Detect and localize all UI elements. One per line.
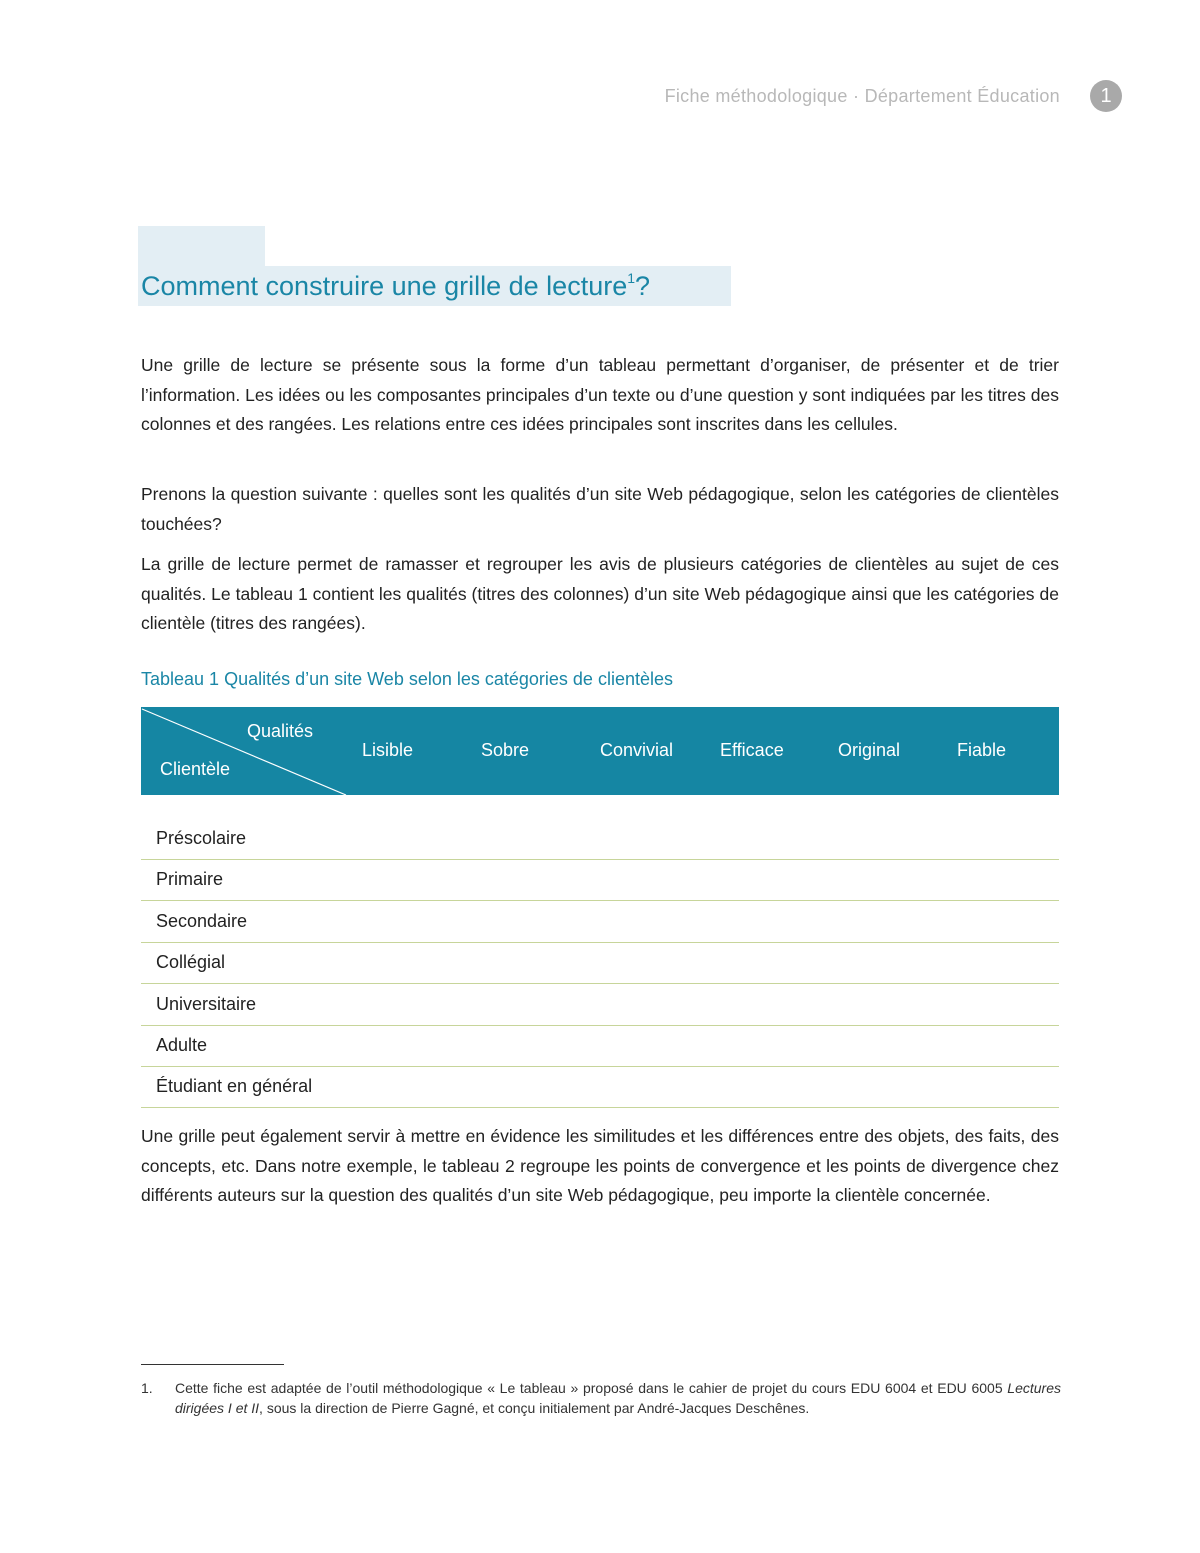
column-header-fiable: Fiable (957, 740, 1007, 760)
table-row (141, 943, 1059, 984)
table-row (141, 985, 1059, 1026)
grid-explanation-paragraph (141, 550, 1059, 639)
column-header-sobre: Sobre (481, 740, 530, 760)
column-header-original: Original (838, 740, 901, 760)
page-title (141, 266, 650, 306)
footnote-rule (141, 1364, 284, 1365)
page-header (665, 80, 1122, 112)
title-footnote-ref[interactable]: 1 (627, 270, 636, 286)
footnote-text (175, 1378, 1061, 1418)
corner-label-qualites: Qualités (247, 721, 314, 741)
column-header-lisible: Lisible (362, 740, 414, 760)
row-label-primaire: Primaire (156, 869, 224, 889)
closing-paragraph (141, 1122, 1059, 1211)
table-caption: Tableau 1 Qualités d’un site Web selon les catégories de clientèles (141, 669, 673, 689)
footnote-course-title: Lectures dirigées I et II (175, 1380, 1061, 1416)
row-label-adulte: Adulte (156, 1035, 208, 1055)
paragraph-1: Une grille de lecture se présente sous la forme d’un tableau permettant d’organiser, de présenter et de trier l’information. Les idées ou les composantes principales d’un texte ou d’une question y sont indiquées par les titres des colonnes et des rangées. Les relations entre ces idées principales sont inscrites dans les cellules. (141, 355, 1059, 434)
header-text: Fiche méthodologique · Département Éducation (664, 85, 1060, 106)
table-row (141, 1067, 1059, 1108)
table-row (141, 902, 1059, 943)
paragraph-3: La grille de lecture permet de ramasser et regrouper les avis de plusieurs catégories de clientèles au sujet de ces qualités. Le tableau 1 contient les qualités (titres des colonnes) d’un site Web pédagogique ainsi que les catégories de clientèle (titres des rangées). (141, 554, 1059, 633)
corner-diagonal-line (142, 709, 346, 795)
row-label-prescolaire: Préscolaire (156, 828, 247, 848)
footnote-text-part-2: , sous la direction de Pierre Gagné, et conçu initialement par André-Jacques Deschênes. (259, 1400, 810, 1416)
footnote (141, 1378, 1061, 1418)
intro-paragraph (141, 351, 1059, 440)
row-label-collegial: Collégial (156, 952, 226, 972)
footnote-text-part-1: Cette fiche est adaptée de l’outil méthodologique « Le tableau » proposé dans le cahier de projet du cours EDU 6004 et EDU 6005 (175, 1380, 1008, 1396)
title-text: Comment construire une grille de lecture (141, 271, 628, 301)
question-paragraph (141, 480, 1059, 539)
row-label-secondaire: Secondaire (156, 911, 248, 931)
paragraph-4: Une grille peut également servir à mettre en évidence les similitudes et les différences entre des objets, des faits, des concepts, etc. Dans notre exemple, le tableau 2 regroupe les points de convergence et les points de divergence chez différents auteurs sur la question des qualités d’un site Web pédagogique, peu importe la clientèle concernée. (141, 1126, 1059, 1205)
table-row (141, 860, 1059, 901)
paragraph-2: Prenons la question suivante : quelles sont les qualités d’un site Web pédagogique, selon les catégories de clientèles touchées? (141, 484, 1059, 534)
column-header-convivial: Convivial (600, 740, 674, 760)
footnote-number: 1. (141, 1380, 153, 1396)
row-label-etudiant-en-general: Étudiant en général (156, 1076, 313, 1096)
table-row (141, 819, 1059, 860)
corner-label-clientele: Clientèle (160, 759, 231, 779)
table-row (141, 1026, 1059, 1067)
table-header (141, 707, 1059, 795)
page-number-badge: 1 (1090, 80, 1122, 112)
row-label-universitaire: Universitaire (156, 994, 257, 1014)
title-question-mark: ? (635, 271, 651, 301)
column-header-efficace: Efficace (720, 740, 784, 760)
